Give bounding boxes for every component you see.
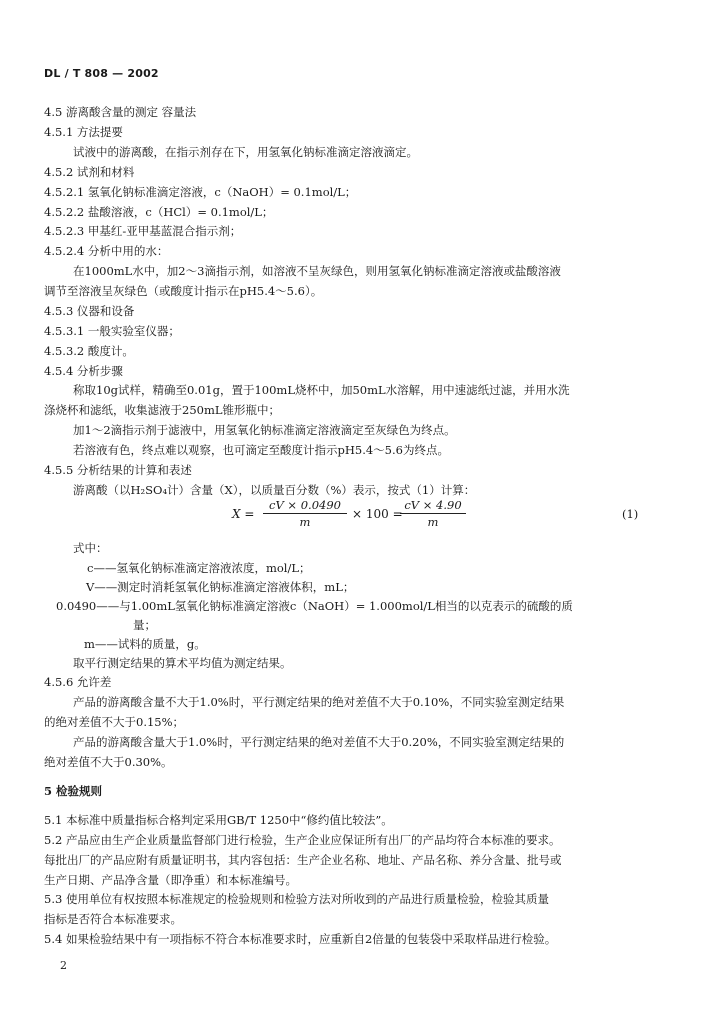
item-5-2: 5.2 产品应由生产企业质量监督部门进行检验，生产企业应保证所有出厂的产品均符合本标准的要求。	[44, 833, 561, 847]
paragraph-line: 在1000mL水中，加2～3滴指示剂，如溶液不呈灰绿色，则用氢氧化钠标准滴定溶液或盐酸溶液	[73, 264, 561, 278]
paragraph-line: 取平行测定结果的算术平均值为测定结果。	[73, 656, 292, 670]
variable-c-definition: c——氢氧化钠标准滴定溶液浓度，mol/L；	[87, 561, 311, 575]
item-4-5-2-3: 4.5.2.3 甲基红-亚甲基蓝混合指示剂；	[44, 224, 242, 238]
formula-fraction-2	[400, 498, 466, 529]
section-4-5-3-title: 4.5.3 仪器和设备	[44, 304, 135, 318]
standard-code-header: DL / T 808 — 2002	[44, 67, 159, 80]
section-4-5-1-title: 4.5.1 方法提要	[44, 125, 123, 139]
formula-lhs: X =	[232, 507, 255, 521]
section-4-5-title: 4.5 游离酸含量的测定 容量法	[44, 105, 197, 119]
section-4-5-5-title: 4.5.5 分析结果的计算和表述	[44, 463, 192, 477]
formula-middle: × 100 =	[352, 507, 403, 521]
formula-fraction-2-denominator: m	[427, 515, 439, 529]
paragraph-line: 游离酸（以H₂SO₄计）含量（X），以质量百分数（%）表示，按式（1）计算：	[73, 483, 476, 497]
formula-fraction-1-numerator: cV × 0.0490	[263, 498, 347, 514]
section-4-5-6-title: 4.5.6 允许差	[44, 675, 112, 689]
paragraph-line: 指标是否符合本标准要求。	[44, 912, 182, 926]
where-label: 式中：	[73, 541, 108, 555]
paragraph-line: 产品的游离酸含量大于1.0%时，平行测定结果的绝对差值不大于0.20%，不同实验室测定结果的	[73, 735, 565, 749]
paragraph-line: 加1～2滴指示剂于滤液中，用氢氧化钠标准滴定溶液滴定至灰绿色为终点。	[73, 423, 456, 437]
item-4-5-3-1: 4.5.3.1 一般实验室仪器；	[44, 324, 180, 338]
section-4-5-4-title: 4.5.4 分析步骤	[44, 364, 123, 378]
item-5-4: 5.4 如果检验结果中有一项指标不符合本标准要求时，应重新自2倍量的包装袋中采取样品进行检验。	[44, 932, 557, 946]
formula-fraction-2-numerator: cV × 4.90	[400, 498, 466, 514]
constant-definition: 0.0490——与1.00mL氢氧化钠标准滴定溶液c（NaOH）= 1.000mol/L相当的以克表示的硫酸的质	[56, 599, 573, 613]
formula-fraction-1	[263, 498, 347, 529]
paragraph-line: 产品的游离酸含量不大于1.0%时，平行测定结果的绝对差值不大于0.10%，不同实验室测定结果	[73, 695, 565, 709]
paragraph-line: 试液中的游离酸，在指示剂存在下，用氢氧化钠标准滴定溶液滴定。	[73, 145, 418, 159]
item-5-1: 5.1 本标准中质量指标合格判定采用GB/T 1250中“修约值比较法”。	[44, 813, 393, 827]
paragraph-line: 的绝对差值不大于0.15%；	[44, 715, 185, 729]
variable-m-definition: m——试料的质量，g。	[84, 637, 206, 651]
item-4-5-2-1: 4.5.2.1 氢氧化钠标准滴定溶液，c（NaOH）= 0.1mol/L；	[44, 185, 357, 199]
paragraph-line: 绝对差值不大于0.30%。	[44, 755, 173, 769]
item-5-3: 5.3 使用单位有权按照本标准规定的检验规则和检验方法对所收到的产品进行质量检验，检验其质量	[44, 892, 549, 906]
item-4-5-2-4: 4.5.2.4 分析中用的水：	[44, 244, 169, 258]
paragraph-line: 每批出厂的产品应附有质量证明书，其内容包括：生产企业名称、地址、产品名称、养分含量、批号或	[44, 853, 562, 867]
paragraph-line: 生产日期、产品净含量（即净重）和本标准编号。	[44, 873, 297, 887]
paragraph-line: 若溶液有色，终点难以观察，也可滴定至酸度计指示pH5.4～5.6为终点。	[73, 443, 449, 457]
section-4-5-2-title: 4.5.2 试剂和材料	[44, 165, 135, 179]
paragraph-line: 称取10g试样，精确至0.01g，置于100mL烧杯中，加50mL水溶解，用中速滤纸过滤，并用水洗	[73, 383, 570, 397]
item-4-5-3-2: 4.5.3.2 酸度计。	[44, 344, 134, 358]
constant-definition-cont: 量；	[133, 618, 156, 632]
equation-number: (1)	[622, 507, 639, 521]
formula-1	[0, 498, 703, 532]
variable-v-definition: V——测定时消耗氢氧化钠标准滴定溶液体积，mL；	[86, 580, 355, 594]
paragraph-line: 涤烧杯和滤纸，收集滤液于250mL锥形瓶中；	[44, 403, 280, 417]
page-number: 2	[60, 959, 67, 972]
formula-fraction-1-denominator: m	[299, 515, 311, 529]
section-5-title: 5 检验规则	[44, 784, 103, 798]
paragraph-line: 调节至溶液呈灰绿色（或酸度计指示在pH5.4～5.6）。	[44, 284, 323, 298]
item-4-5-2-2: 4.5.2.2 盐酸溶液，c（HCl）= 0.1mol/L；	[44, 205, 274, 219]
